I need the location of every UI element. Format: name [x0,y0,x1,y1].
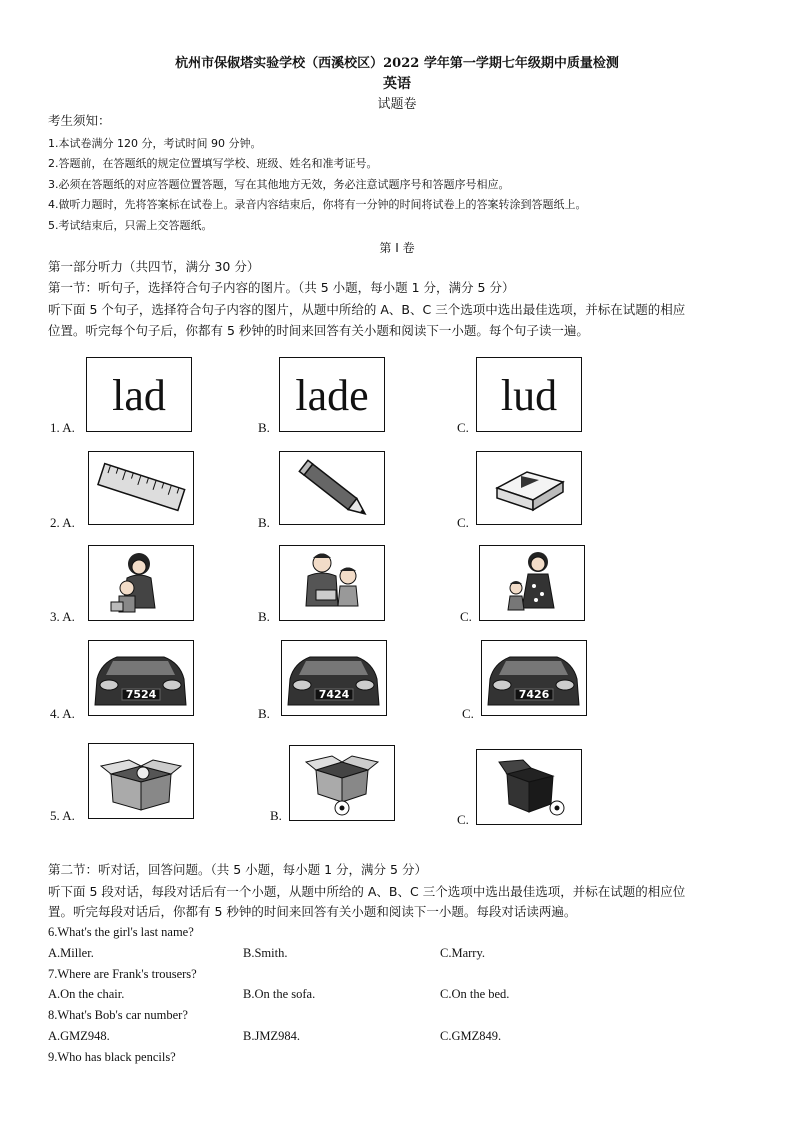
car-icon [482,641,585,714]
ball-beside-box-icon [477,750,580,823]
option-label: B. [258,515,270,530]
notice-item: 3.必须在答题纸的对应答题位置答题，写在其他地方无效，务必注意试题序号和答题序号相应。 [48,178,510,191]
notice-heading: 考生须知： [48,113,111,128]
section2-instruction: 置。听完每段对话后，你都有 5 秒钟的时间来回答有关小题和阅读下一小题。每段对话读两遍。 [48,904,577,919]
option-label: 5. A. [50,808,75,823]
answer-option: A.GMZ948. [48,1029,110,1043]
option-label: 1. A. [50,420,75,435]
option-label: 3. A. [50,609,75,624]
option-label: C. [462,706,474,721]
option-picture [481,640,587,716]
section1-title: 第一节：听句子，选择符合句子内容的图片。（共 5 小题，每小题 1 分，满分 5 分） [48,280,515,295]
option-label: C. [457,515,469,530]
section2-instruction: 听下面 5 段对话，每段对话后有一个小题，从题中所给的 A、B、C 三个选项中选出最佳选项，并标在试题的相应位 [48,884,686,899]
answer-option: B.On the sofa. [243,987,316,1001]
car-icon [89,641,192,714]
option-picture [88,743,194,819]
word-lade: lade [295,371,369,420]
section1-instruction: 位置。听完每个句子后，你都有 5 秒钟的时间来回答有关小题和阅读下一小题。每个句子读一遍。 [48,323,589,338]
option-picture [479,545,585,621]
option-label: B. [258,706,270,721]
question-stem: 8.What's Bob's car number? [48,1008,188,1022]
volume-label: 第 I 卷 [379,241,415,255]
subject-title: 英语 [383,76,411,92]
ruler-icon [89,452,192,523]
option-label: B. [258,609,270,624]
answer-option: A.Miller. [48,946,94,960]
option-label: C. [457,812,469,827]
option-picture-word [86,357,192,432]
exam-title: 杭州市保俶塔实验学校（西溪校区）2022 学年第一学期七年级期中质量检测 [175,56,619,71]
answer-option: C.On the bed. [440,987,510,1001]
license-plate-number: 7424 [318,688,350,701]
notice-item: 5.考试结束后，只需上交答题纸。 [48,219,213,232]
answer-option: B.JMZ984. [243,1029,300,1043]
notice-item: 1.本试卷满分 120 分，考试时间 90 分钟。 [48,137,262,150]
answer-option: C.Marry. [440,946,486,960]
option-picture [88,451,194,525]
word-lud: lud [500,371,558,420]
option-label: B. [270,808,282,823]
answer-option: A.On the chair. [48,987,125,1001]
notice-item: 2.答题前，在答题纸的规定位置填写学校、班级、姓名和准考证号。 [48,157,378,170]
car-icon [282,641,385,714]
option-picture-word [279,357,385,432]
option-picture [476,451,582,525]
option-picture [279,545,385,621]
answer-option: B.Smith. [243,946,288,960]
ball-in-box-icon [89,744,192,817]
option-picture-word [476,357,582,432]
mother-with-girl-icon [480,546,583,619]
man-with-boy-icon [280,546,383,619]
notice-item: 4.做听力题时，先将答案标在试卷上。录音内容结束后，你将有一分钟的时间将试卷上的答案转涂到答题纸上。 [48,198,587,211]
option-picture [88,545,194,621]
license-plate-number: 7426 [518,688,550,701]
answer-option: C.GMZ849. [440,1029,502,1043]
section2-title: 第二节：听对话，回答问题。（共 5 小题，每小题 1 分，满分 5 分） [48,862,427,877]
option-picture [476,749,582,825]
ball-under-box-icon [290,746,393,819]
question-stem: 9.Who has black pencils? [48,1050,176,1064]
option-picture [281,640,387,716]
option-label: 2. A. [50,515,75,530]
section1-instruction: 听下面 5 个句子，选择符合句子内容的图片，从题中所给的 A、B、C 三个选项中选出最佳选项，并标在试题的相应 [48,302,686,317]
option-picture [289,745,395,821]
paper-title: 试题卷 [377,97,417,112]
question-stem: 6.What's the girl's last name? [48,925,194,939]
option-label: C. [460,609,472,624]
part1-title: 第一部分听力（共四节，满分 30 分） [48,259,260,274]
option-label: C. [457,420,469,435]
option-picture [279,451,385,525]
option-picture [88,640,194,716]
question-stem: 7.Where are Frank's trousers? [48,967,197,981]
license-plate-number: 7524 [125,688,157,701]
option-label: B. [258,420,270,435]
pencil-icon [280,452,383,523]
girl-with-child-icon [89,546,192,619]
eraser-icon [477,452,580,523]
option-label: 4. A. [50,706,75,721]
word-lad: lad [112,371,166,420]
